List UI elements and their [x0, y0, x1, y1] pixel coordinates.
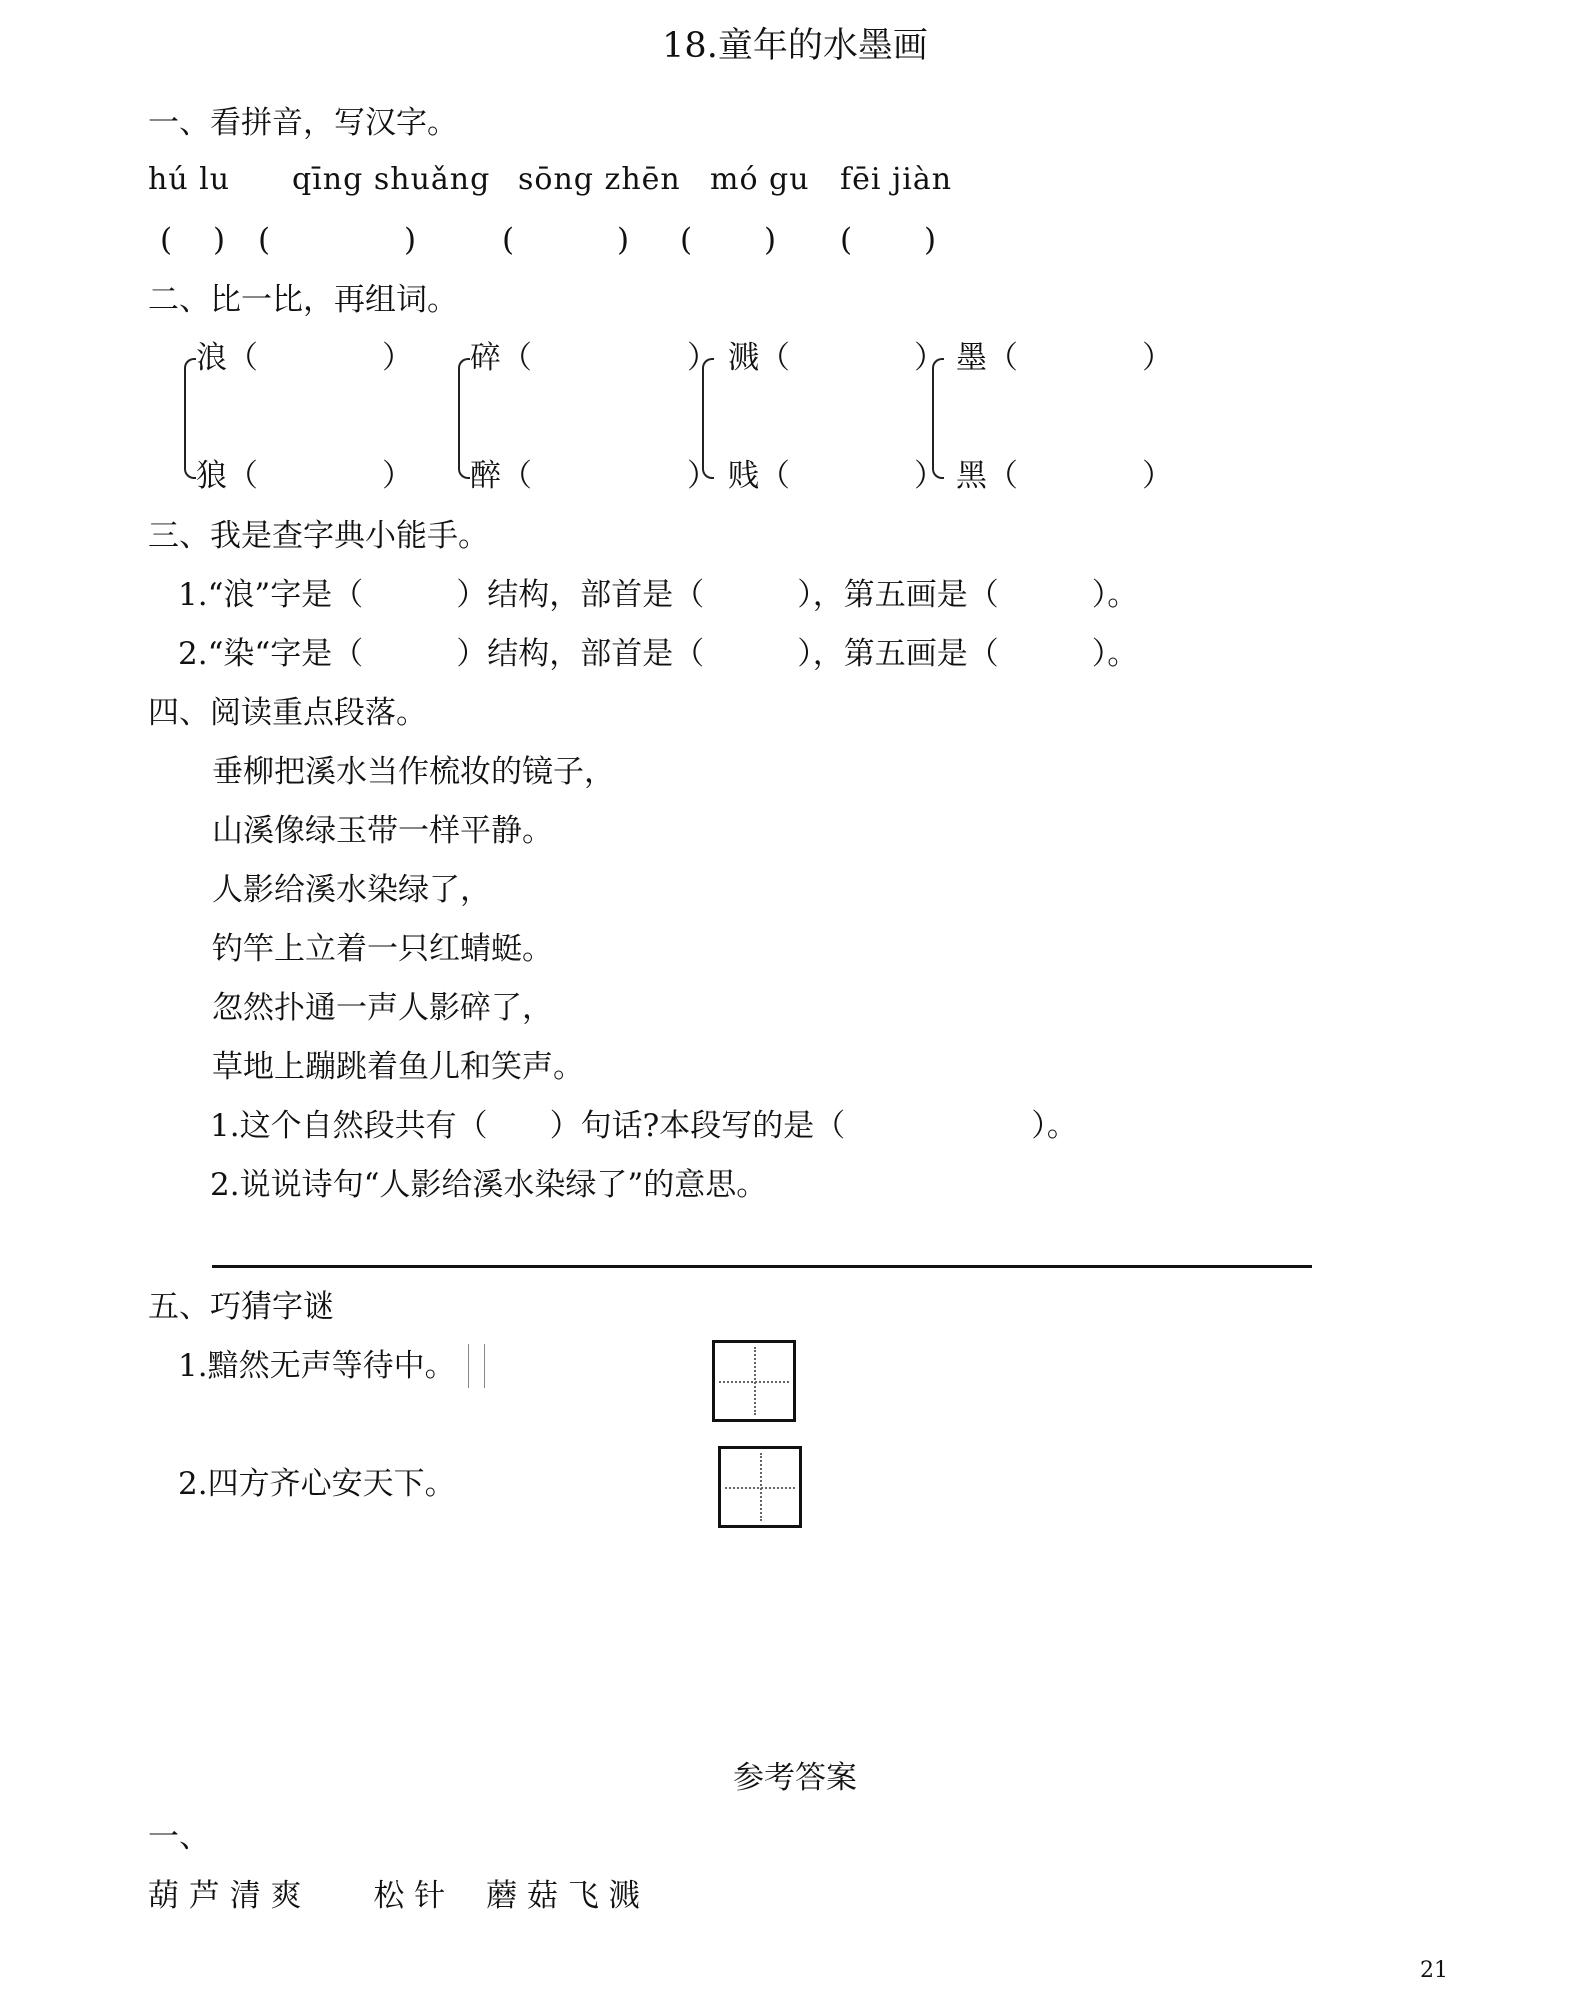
blank-2[interactable]: ( ) — [258, 222, 417, 258]
reading-line-1: 垂柳把溪水当作梳妆的镜子， — [212, 754, 615, 790]
brace-3 — [702, 358, 714, 479]
brace-4 — [932, 358, 944, 479]
reading-line-4: 钓竿上立着一只红蜻蜓。 — [212, 931, 553, 967]
section-1-heading: 一、看拼音，写汉字。 — [148, 105, 458, 141]
pinyin-3: sōng zhēn — [518, 162, 681, 197]
section-3-heading: 三、我是查字典小能手。 — [148, 518, 489, 554]
section-2-heading: 二、比一比，再组词。 — [148, 282, 458, 318]
reading-line-6: 草地上蹦跳着鱼儿和笑声。 — [212, 1049, 584, 1085]
pinyin-2: qīng shuǎng — [292, 162, 491, 197]
pinyin-5: fēi jiàn — [840, 162, 953, 197]
answers-section-1: 葫 芦 清 爽 松 针 蘑 菇 飞 溅 — [148, 1878, 640, 1914]
pair-3-top: 溅（ ） — [728, 340, 945, 376]
dictionary-question-2: 2.“染“字是（ ）结构，部首是（ ），第五画是（ ）。 — [178, 636, 1139, 672]
pinyin-4: mó gu — [710, 162, 810, 197]
pair-1-bottom: 狼（ ） — [196, 458, 413, 494]
section-4-heading: 四、阅读重点段落。 — [148, 695, 427, 731]
cursor-mark — [468, 1344, 469, 1388]
answers-heading: 参考答案 — [733, 1760, 857, 1796]
reading-line-5: 忽然扑通一声人影碎了， — [212, 990, 553, 1026]
answer-grid-1[interactable] — [712, 1340, 796, 1422]
riddle-2: 2.四方齐心安天下。 — [178, 1466, 456, 1502]
cursor-mark — [484, 1344, 485, 1388]
blank-5[interactable]: ( ) — [840, 222, 937, 258]
answer-line[interactable] — [212, 1265, 1312, 1268]
blank-1[interactable]: ( ) — [160, 222, 226, 258]
pair-2-top: 碎（ ） — [470, 340, 718, 376]
pair-4-bottom: 黑（ ） — [956, 458, 1173, 494]
reading-line-2: 山溪像绿玉带一样平静。 — [212, 813, 553, 849]
page-title: 18.童年的水墨画 — [662, 26, 928, 66]
reading-question-1: 1.这个自然段共有（ ）句话?本段写的是（ ）。 — [210, 1108, 1078, 1144]
pair-4-top: 墨（ ） — [956, 340, 1173, 376]
section-5-heading: 五、巧猜字谜 — [148, 1289, 334, 1325]
reading-question-2: 2.说说诗句“人影给溪水染绿了”的意思。 — [210, 1167, 768, 1203]
riddle-1: 1.黯然无声等待中。 — [178, 1348, 456, 1384]
pair-2-bottom: 醉（ ） — [470, 458, 718, 494]
dictionary-question-1: 1.“浪”字是（ ）结构，部首是（ ），第五画是（ ）。 — [178, 577, 1139, 613]
page-number: 21 — [1420, 1958, 1448, 1983]
brace-1 — [184, 358, 196, 479]
reading-line-3: 人影给溪水染绿了， — [212, 872, 491, 908]
answer-grid-2[interactable] — [718, 1446, 802, 1528]
brace-2 — [458, 358, 470, 479]
answers-section-1-label: 一、 — [148, 1819, 210, 1855]
blank-3[interactable]: ( ) — [502, 222, 630, 258]
blank-4[interactable]: ( ) — [680, 222, 777, 258]
pair-3-bottom: 贱（ ） — [728, 458, 945, 494]
pair-1-top: 浪（ ） — [196, 340, 413, 376]
pinyin-1: hú lu — [148, 162, 231, 197]
